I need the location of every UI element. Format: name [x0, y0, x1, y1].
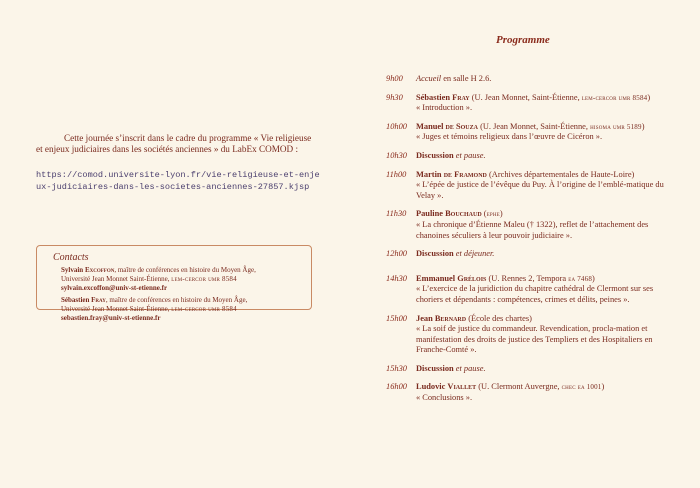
schedule-item [386, 249, 676, 260]
schedule-time: 15h00 [386, 313, 407, 323]
contact-excoffon [61, 266, 301, 292]
schedule-time: 9h30 [386, 92, 403, 102]
speaker-affiliation-close: ) [592, 273, 595, 283]
talk-title: « Introduction ». [416, 103, 473, 113]
schedule-detail: et déjeuner. [455, 249, 495, 259]
contact-first-name: Sébastien [61, 296, 90, 305]
talk-title: « Juges et témoins religieux dans l’œuvre de Cicéron ». [416, 132, 603, 142]
schedule-item [386, 74, 676, 85]
speaker-first-name: Martin [416, 169, 442, 179]
schedule-item [386, 209, 676, 241]
speaker-affiliation-close: ) [499, 209, 503, 219]
intro-text: Cette journée s’inscrit dans le cadre du programme « Vie religieuse et enjeux judiciaires dans les sociétés anciennes » du LabEx COMOD : [36, 133, 312, 155]
speaker-first-name: Jean [416, 313, 433, 323]
schedule-item [386, 93, 676, 114]
speaker-last-name: de Souza [445, 121, 478, 131]
speaker-affiliation: (U. Jean Monnet, Saint-Étienne, [469, 92, 580, 102]
schedule-label: Accueil [416, 74, 442, 83]
speaker-affiliation: (École des chartes) [466, 313, 532, 323]
contact-role: , maître de conférences en histoire du Moyen Âge, [105, 296, 248, 305]
speaker-lab: hisoma umr 5189 [590, 122, 642, 131]
speaker-lab: ea 7468 [568, 274, 593, 283]
talk-title: « L’épée de justice de l’évêque du Puy. À l’origine de l’emblé-matique du Velay ». [416, 180, 664, 200]
schedule-item [386, 274, 676, 306]
schedule-detail: et pause. [455, 363, 486, 373]
schedule-time: 15h30 [386, 363, 407, 373]
contact-role: , maître de conférences en histoire du Moyen Âge, [114, 266, 256, 274]
speaker-last-name: Bouchaud [445, 209, 482, 219]
schedule-item [386, 170, 676, 202]
contacts-box [36, 245, 312, 322]
contact-institution: Université Jean Monnet Saint-Étienne, [61, 305, 170, 314]
speaker-first-name: Sébastien [416, 92, 450, 102]
intro-paragraph [36, 133, 316, 156]
schedule-label: Discussion [416, 150, 454, 160]
contact-fray [61, 296, 301, 322]
speaker-lab: lem-cercor umr 8584 [581, 93, 648, 102]
schedule-item [386, 314, 676, 356]
schedule-item [386, 382, 676, 403]
talk-title: « Conclusions ». [416, 393, 473, 403]
contact-lab: lem-cercor umr 8584 [171, 305, 237, 314]
speaker-lab: chec ea 1001 [561, 383, 602, 392]
speaker-affiliation: (U. Clermont Auvergne, [476, 382, 560, 392]
speaker-last-name: Bernard [434, 313, 467, 323]
schedule-time: 11h30 [386, 209, 407, 219]
schedule-detail: en salle H 2.6. [441, 74, 492, 83]
speaker-last-name: de Framond [443, 169, 487, 179]
speaker-last-name: Viallet [447, 382, 477, 392]
programme-title: Programme [496, 34, 550, 46]
speaker-first-name: Pauline [416, 209, 443, 219]
contact-email[interactable]: sylvain.excoffon@univ-st-etienne.fr [61, 283, 168, 292]
contact-first-name: Sylvain [61, 266, 84, 274]
talk-title: « La soif de justice du commandeur. Revendication, procla-mation et manifestation des droits de justice des Templiers et des Hospitaliers en Franche-Comté ». [416, 324, 653, 355]
schedule-time: 10h30 [386, 150, 407, 160]
speaker-affiliation: (Archives départementales de Haute-Loire) [486, 169, 635, 179]
speaker-affiliation: ( [481, 209, 487, 219]
programme-schedule [386, 74, 676, 404]
schedule-item [386, 122, 676, 143]
speaker-last-name: Grélois [457, 273, 487, 283]
speaker-affiliation-close: ) [601, 382, 605, 392]
schedule-item [386, 364, 676, 375]
schedule-item [386, 151, 676, 162]
contact-last-name: Fray [91, 296, 106, 305]
schedule-time: 9h00 [386, 74, 403, 83]
speaker-affiliation-close: ) [641, 121, 645, 131]
speaker-first-name: Ludovic [416, 382, 446, 392]
schedule-time: 11h00 [386, 169, 407, 179]
speaker-affiliation: (U. Jean Monnet, Saint-Étienne, [477, 121, 588, 131]
schedule-label: Discussion [416, 363, 454, 373]
schedule-time: 14h30 [386, 273, 407, 283]
schedule-label: Discussion [416, 249, 454, 259]
schedule-time: 16h00 [386, 382, 407, 392]
talk-title: « La chronique d’Étienne Maleu († 1322), reflet de l’attachement des chanoines séculiers à leur pouvoir judiciaire ». [416, 219, 649, 240]
speaker-lab: ephe [486, 210, 500, 219]
schedule-detail: et pause. [455, 150, 486, 160]
speaker-affiliation-close: ) [647, 92, 651, 102]
speaker-affiliation: (U. Rennes 2, Tempora [486, 273, 567, 283]
contact-email[interactable]: sebastien.fray@univ-st-etienne.fr [61, 313, 161, 322]
schedule-time: 10h00 [386, 121, 407, 131]
contact-institution: Université Jean Monnet Saint-Étienne, [61, 274, 170, 283]
speaker-first-name: Emmanuel [416, 273, 456, 283]
speaker-first-name: Manuel [416, 121, 444, 131]
speaker-last-name: Fray [452, 92, 470, 102]
contacts-heading: Contacts [53, 252, 89, 263]
schedule-time: 12h00 [386, 249, 407, 259]
intro-url-link[interactable]: https://comod.universite-lyon.fr/vie-religieuse-et-enjeux-judiciaires-dans-les-societes-anciennes-27857.kjsp [36, 170, 320, 192]
contact-lab: lem-cercor umr 8584 [171, 274, 237, 283]
contact-last-name: Excoffon [84, 266, 115, 274]
talk-title: « L’exercice de la juridiction du chapitre cathédral de Clermont sur ses choriers et dépendants : compétences, crimes et délits, peines ». [416, 284, 654, 304]
